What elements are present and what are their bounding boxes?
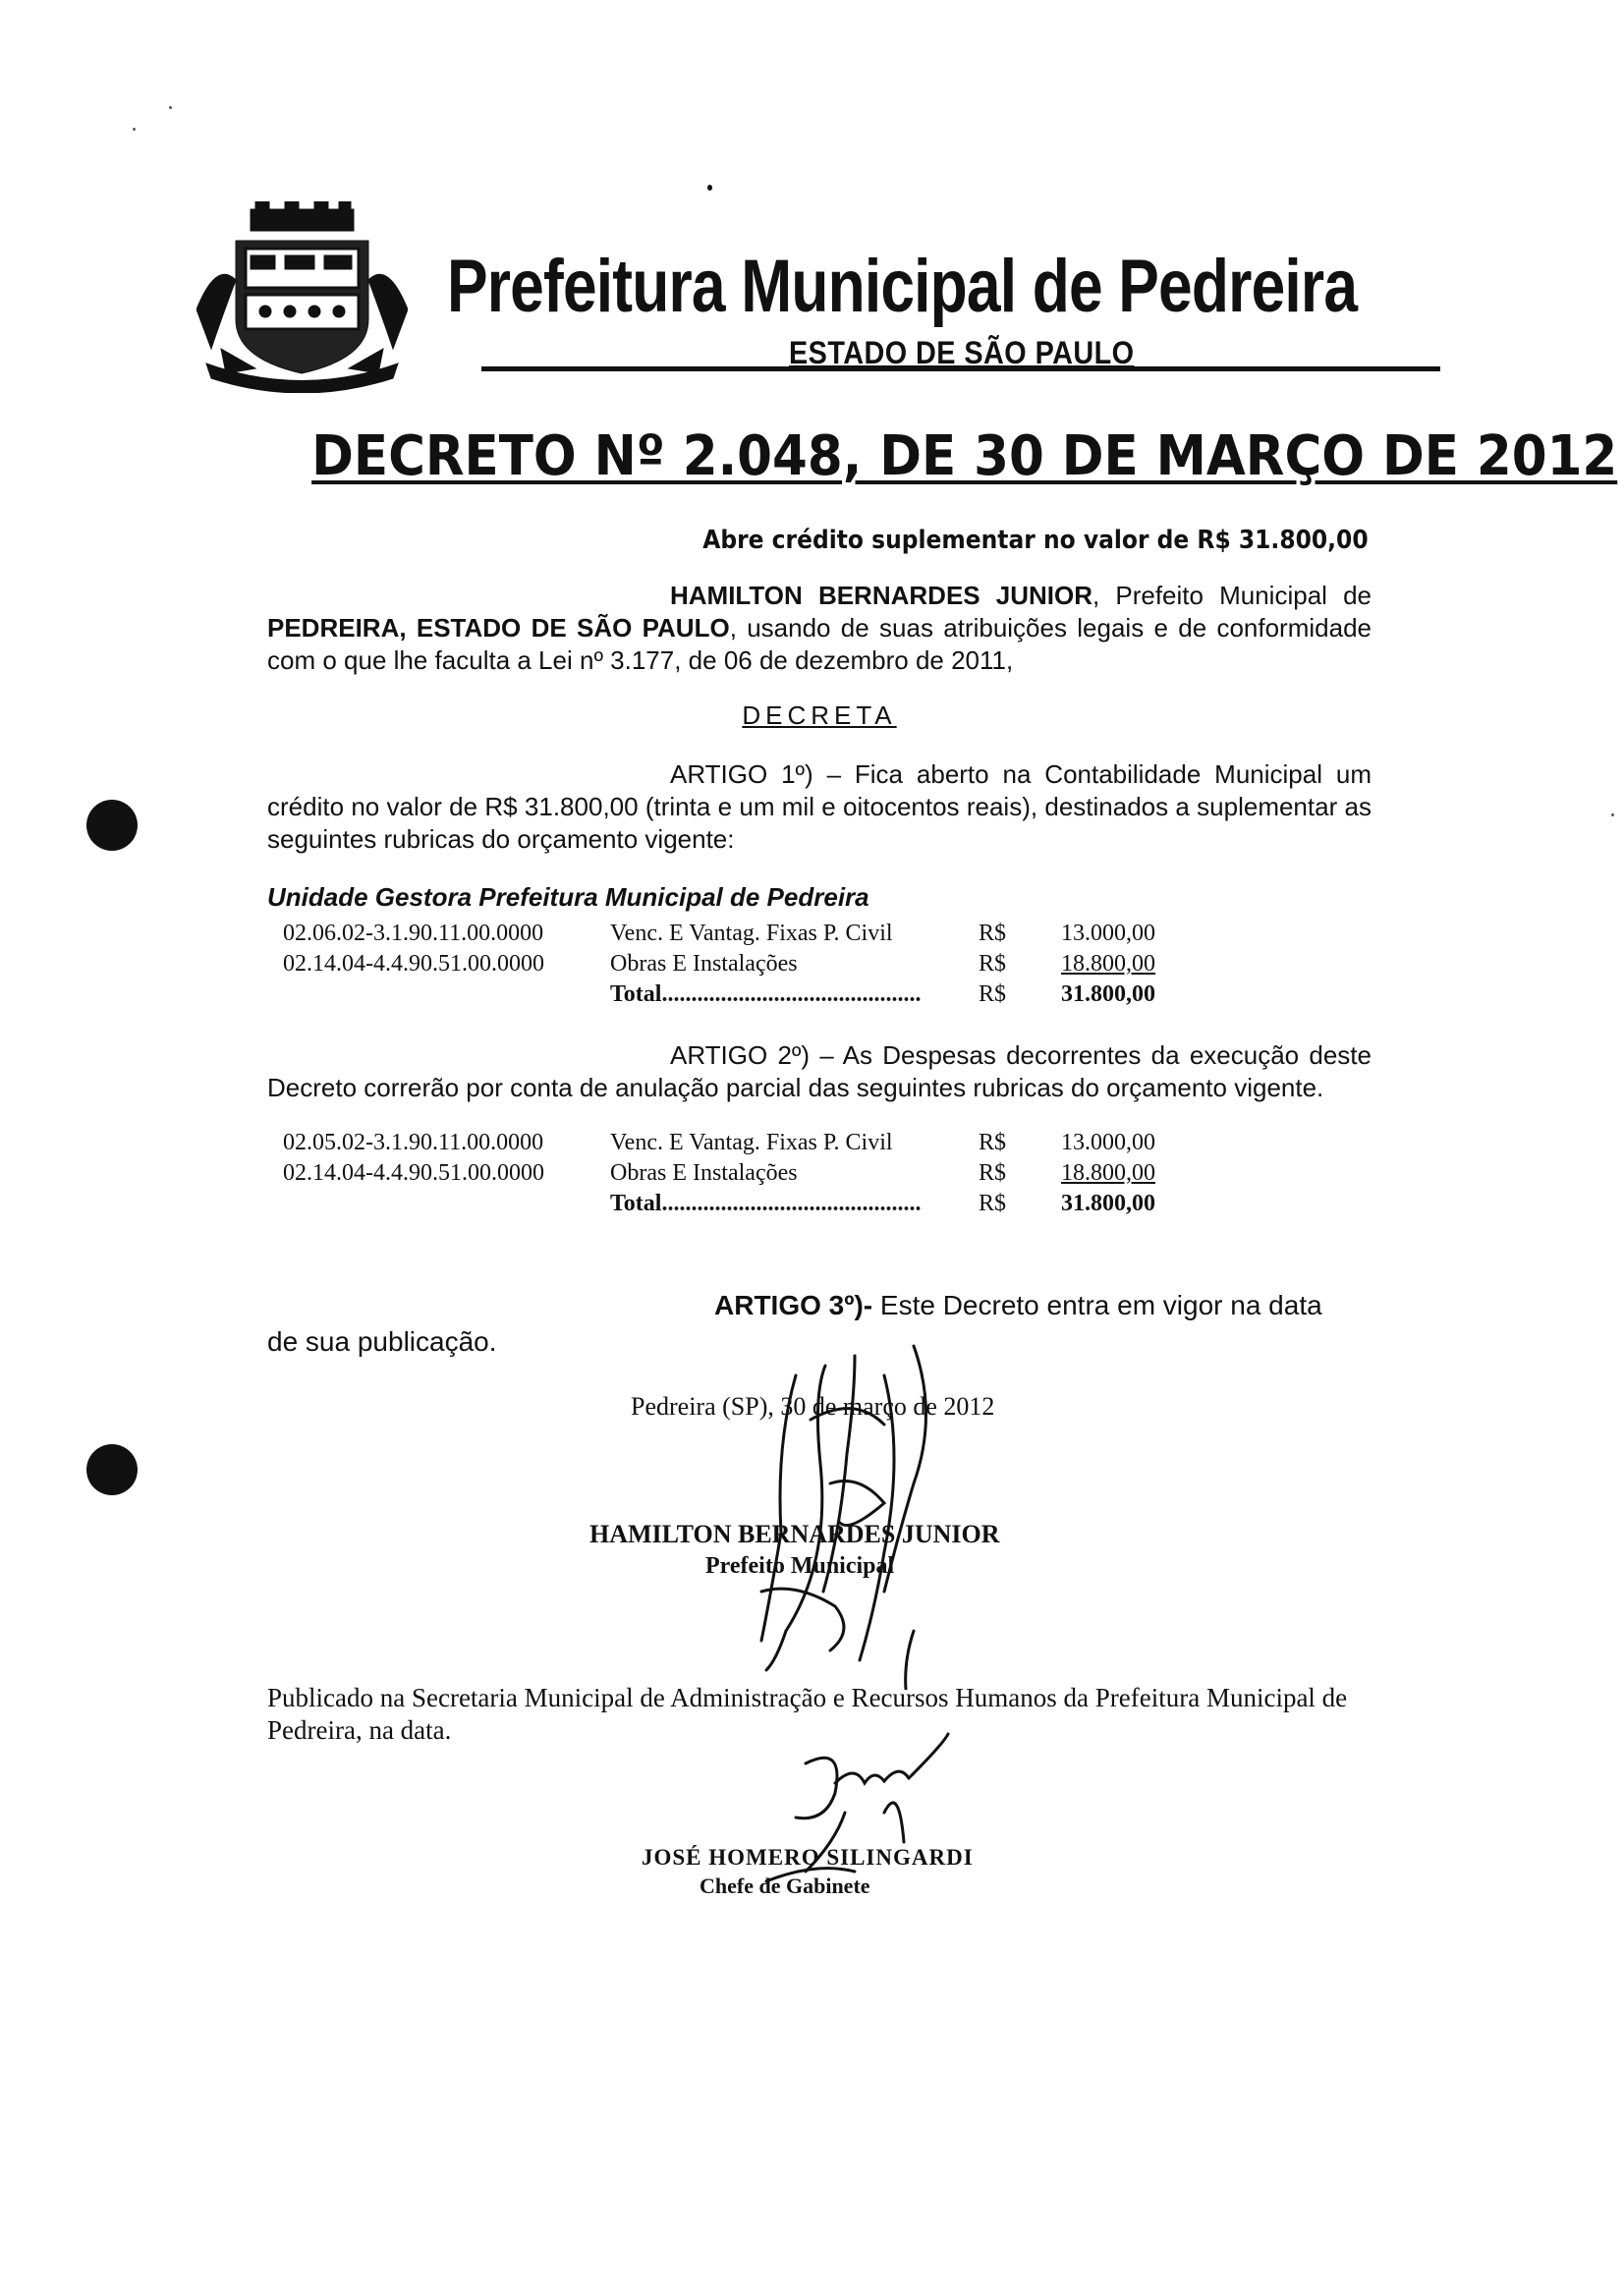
decreta-heading: DECRETA	[742, 700, 897, 730]
scan-speck	[133, 128, 136, 131]
scan-speck	[1611, 813, 1614, 816]
header-subtitle: ESTADO DE SÃO PAULO	[789, 335, 1135, 370]
artigo-2: ARTIGO 2º) – As Despesas decorrentes da execução deste Decreto correrão por conta de anulação parcial das seguintes rubricas do orçamento vigente.	[267, 1040, 1372, 1102]
artigo-1: ARTIGO 1º) – Fica aberto na Contabilidade Municipal um crédito no valor de R$ 31.800,00 (trinta e um mil e oitocentos reais), destinados a suplementar as seguintes rubricas do orçamento vigente:	[267, 759, 1372, 854]
artigo-3: ARTIGO 3º)- Este Decreto entra em vigor na data	[714, 1290, 1322, 1320]
scan-speck	[169, 106, 172, 109]
punch-hole-bottom	[86, 1444, 138, 1495]
artigo-3-continuation: de sua publicação.	[267, 1326, 497, 1357]
decree-subject: Abre crédito suplementar no valor de R$ 31.800,00	[702, 526, 1369, 555]
signer-1-name: HAMILTON BERNARDES JUNIOR	[589, 1520, 1000, 1548]
publication-note: Publicado na Secretaria Municipal de Administração e Recursos Humanos da Prefeitura Municipal de Pedreira, na data.	[267, 1683, 1348, 1745]
decree-title: DECRETO Nº 2.048, DE 30 DE MARÇO DE 2012	[311, 424, 1618, 488]
place-date: Pedreira (SP), 30 de março de 2012	[631, 1392, 995, 1421]
header-title: Prefeitura Municipal de Pedreira	[447, 245, 1358, 328]
punch-hole-top	[86, 800, 138, 851]
mayor-name: HAMILTON BERNARDES JUNIOR	[670, 581, 1092, 610]
city-state: PEDREIRA, ESTADO DE SÃO PAULO	[267, 613, 730, 643]
preamble: HAMILTON BERNARDES JUNIOR, Prefeito Municipal de PEDREIRA, ESTADO DE SÃO PAULO, usando de suas atribuições legais e de conformidade com o que lhe faculta a Lei nº 3.177, de 06 de dezembro de 2011,	[267, 581, 1372, 675]
signer-1-role: Prefeito Municipal	[705, 1553, 895, 1579]
signature-1-icon	[589, 1336, 963, 1690]
unit-title: Unidade Gestora Prefeitura Municipal de Pedreira	[267, 882, 869, 912]
scan-speck	[707, 185, 712, 191]
coat-of-arms-icon	[196, 201, 408, 393]
signer-2-role: Chefe de Gabinete	[700, 1874, 870, 1898]
signer-2-name: JOSÉ HOMERO SILINGARDI	[642, 1845, 974, 1870]
